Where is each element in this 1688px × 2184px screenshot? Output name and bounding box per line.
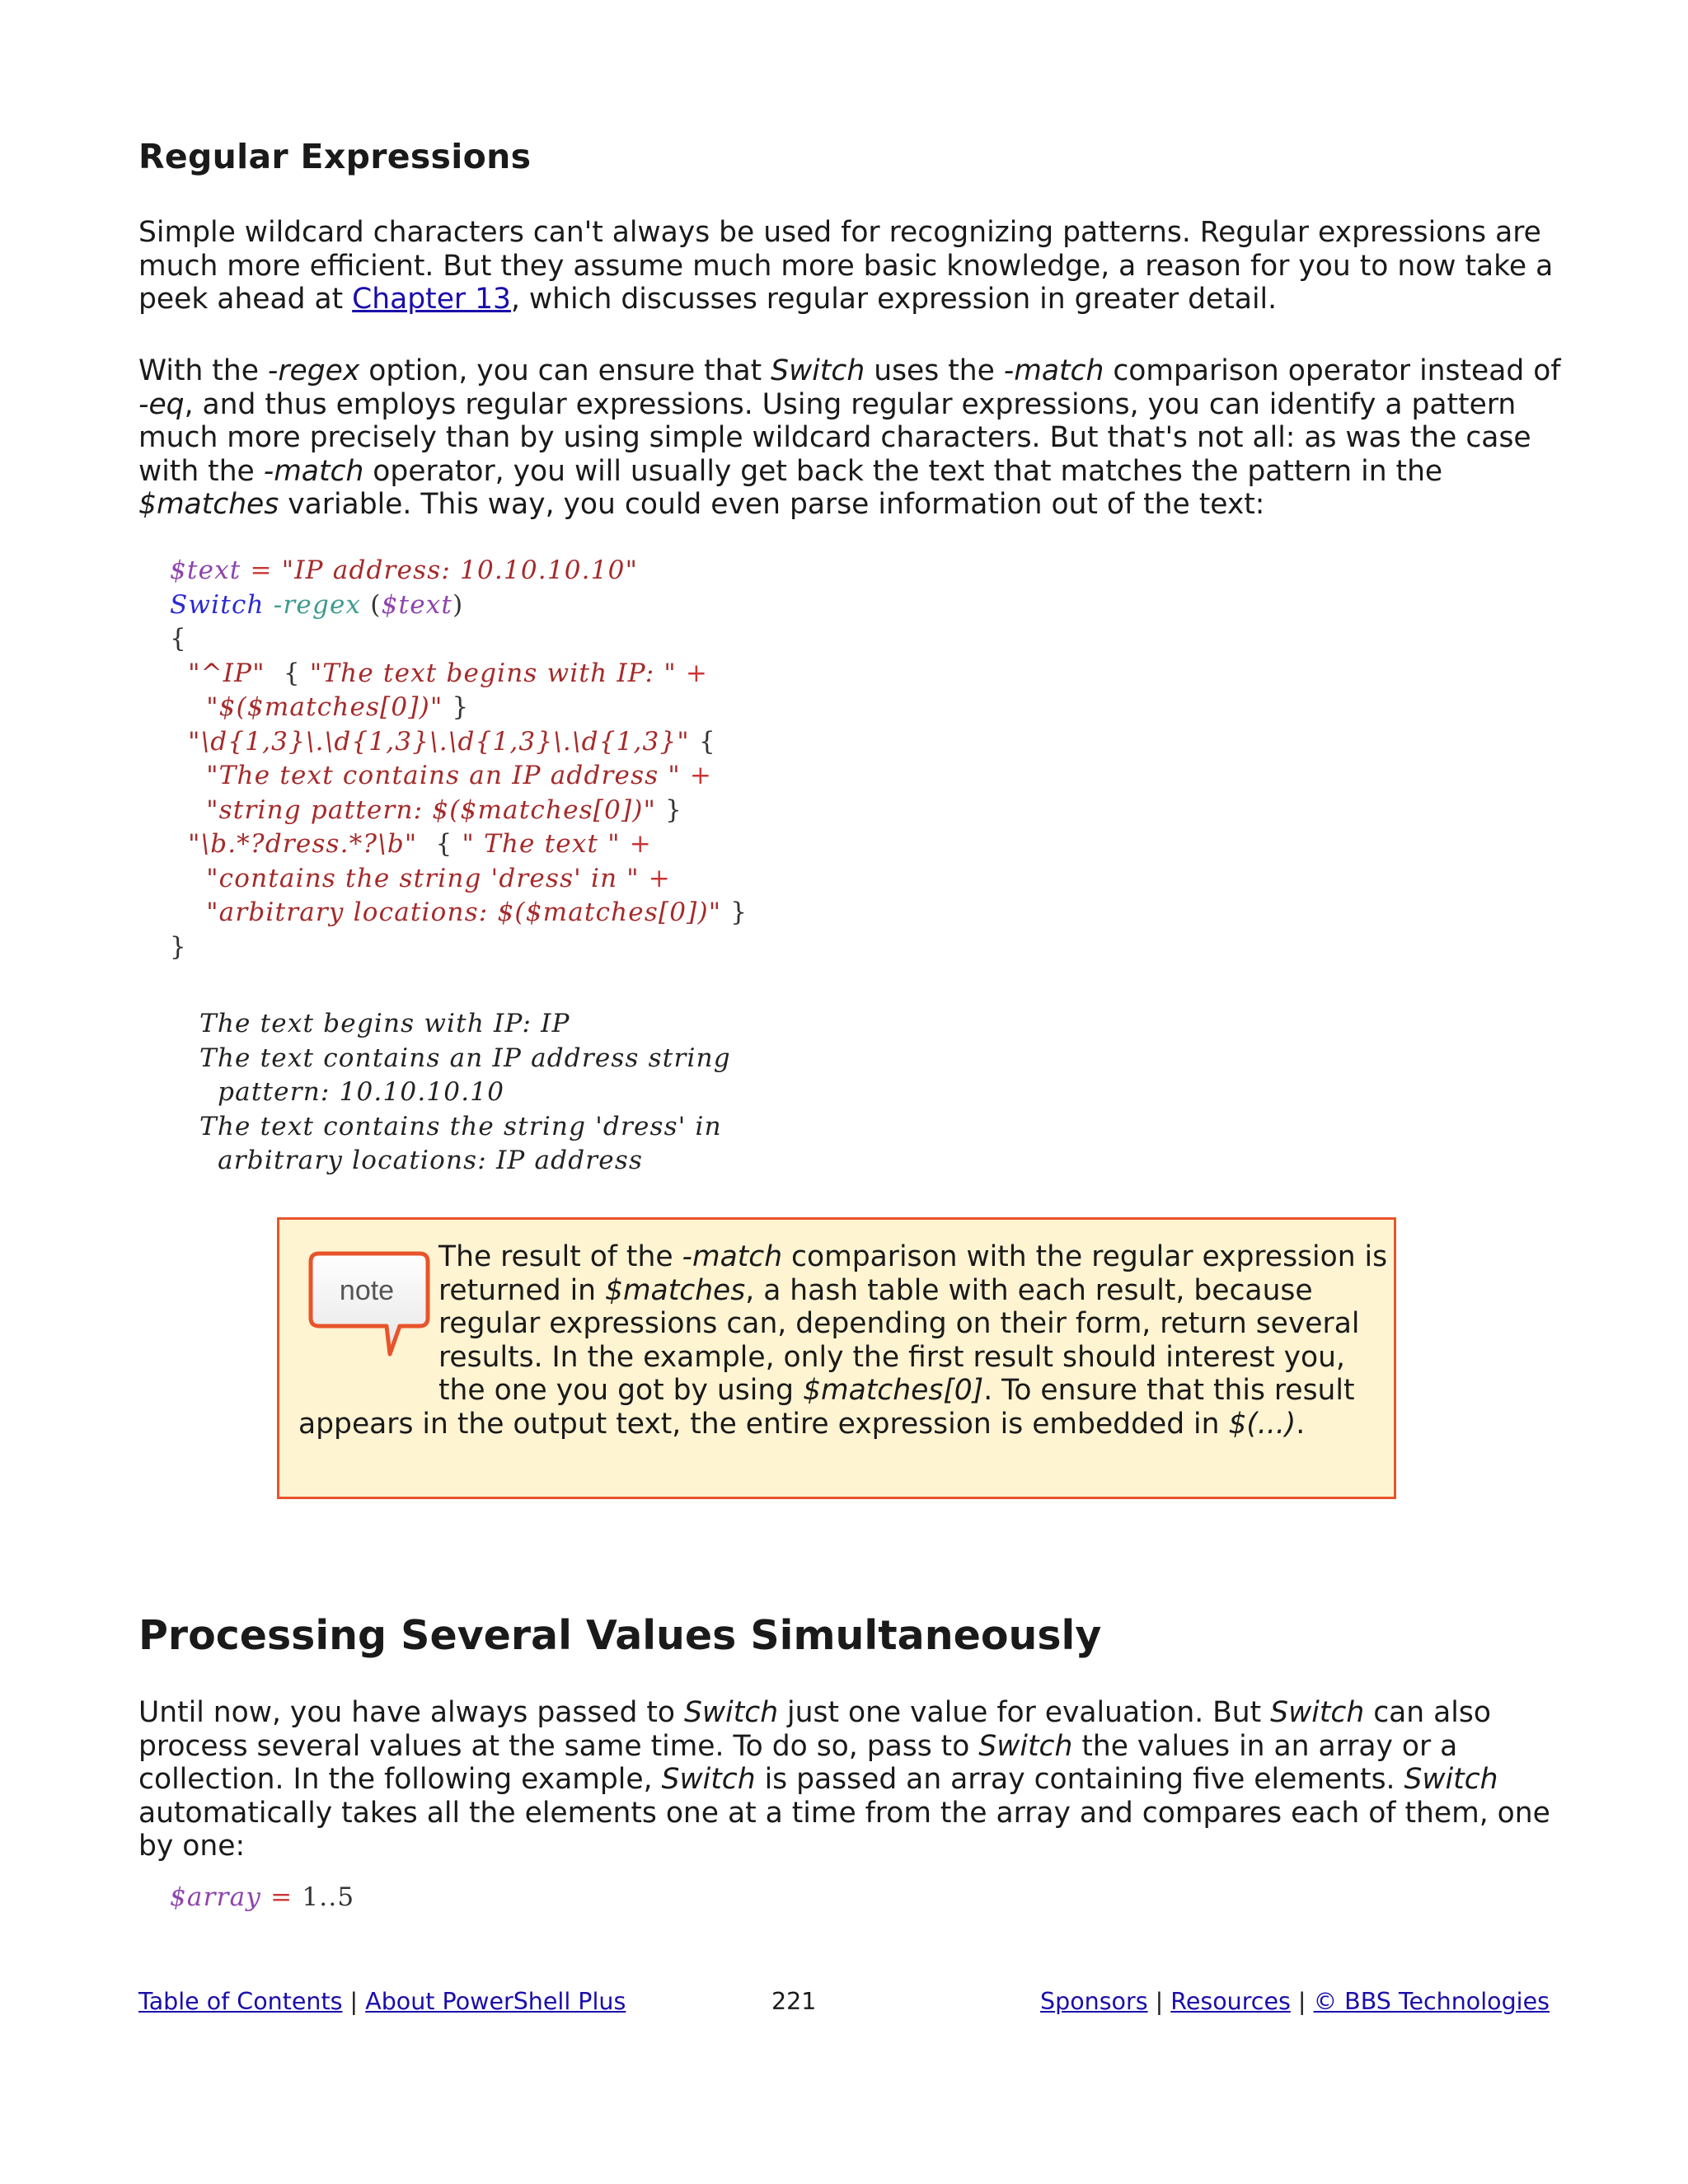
text-line xyxy=(138,1730,1550,1764)
code-line xyxy=(170,725,748,760)
text-span: Switch xyxy=(1270,1696,1365,1729)
code-token: "IP address: 10.10.10.10" xyxy=(281,555,639,585)
text-span: -match xyxy=(682,1240,783,1273)
text-span: -match xyxy=(263,454,364,488)
footer-separator: | xyxy=(342,1988,366,2015)
text-span: , and thus employs regular expressions. Using regular expressions, you can identify a pattern xyxy=(184,387,1517,421)
text-span: just one value for evaluation. But xyxy=(778,1696,1271,1729)
code-token: "string pattern: $($matches[0])" xyxy=(170,794,657,825)
code-line xyxy=(170,794,748,828)
code-token: "\b.*?dress.*?\b" xyxy=(170,829,418,859)
table-of-contents-link[interactable]: Table of Contents xyxy=(138,1988,343,2015)
text-span: option, you can ensure that xyxy=(359,354,771,387)
code-token: ( xyxy=(361,589,382,620)
code-token: Switch xyxy=(170,589,265,620)
text-span: can also xyxy=(1364,1696,1491,1729)
code-token: ) xyxy=(452,589,464,620)
text-line xyxy=(138,1763,1550,1797)
text-span: , which discusses regular expression in greater detail. xyxy=(510,283,1278,316)
code-token: "$($matches[0])" xyxy=(170,692,443,722)
text-span: returned in xyxy=(438,1273,605,1307)
text-line xyxy=(138,488,1561,522)
text-line xyxy=(138,1696,1550,1730)
paragraph-several-values xyxy=(138,1696,1550,1863)
text-span: uses the xyxy=(865,354,1004,387)
text-line xyxy=(138,354,1561,388)
output-line: The text contains the string 'dress' in xyxy=(199,1111,722,1141)
text-span: the values in an array or a xyxy=(1072,1729,1458,1763)
text-span: variable. This way, you could even parse information out of the text: xyxy=(279,488,1265,521)
code-token: } xyxy=(170,931,187,962)
code-token: { xyxy=(170,624,187,654)
text-span: . xyxy=(1296,1407,1306,1441)
text-span: appears in the output text, the entire expression is embedded in xyxy=(298,1407,1229,1441)
code-token: " The text " xyxy=(462,829,621,859)
bbs-technologies-link[interactable]: © BBS Technologies xyxy=(1313,1988,1550,2015)
code-block-regex-switch xyxy=(170,554,748,964)
text-span: comparison operator instead of xyxy=(1104,354,1561,387)
code-line xyxy=(170,827,748,862)
sponsors-link[interactable]: Sponsors xyxy=(1040,1988,1148,2015)
about-powershell-plus-link[interactable]: About PowerShell Plus xyxy=(365,1988,626,2015)
paragraph-regex-option xyxy=(138,354,1561,522)
code-token: } xyxy=(721,898,748,927)
code-token: + xyxy=(620,829,652,859)
text-span: $matches[0] xyxy=(803,1374,984,1407)
footer-right-links xyxy=(1040,1988,1550,2015)
text-line xyxy=(138,388,1561,422)
code-token: $array xyxy=(170,1882,262,1912)
code-line xyxy=(170,622,748,657)
text-span: $(...) xyxy=(1228,1407,1296,1441)
text-span: $matches xyxy=(605,1273,746,1307)
text-span: The result of the xyxy=(438,1240,682,1273)
code-token: } xyxy=(656,794,683,825)
chapter-13-link[interactable]: Chapter 13 xyxy=(352,283,511,316)
text-span: $matches xyxy=(138,488,279,521)
footer-left-links xyxy=(138,1988,626,2015)
code-block-array xyxy=(170,1881,354,1915)
text-span: Switch xyxy=(771,354,865,387)
code-token: = xyxy=(241,555,282,585)
output-line: arbitrary locations: IP address xyxy=(199,1146,644,1175)
code-token: + xyxy=(680,761,713,790)
text-line: much more precisely than by using simple wildcard characters. But that's not all: as was the case xyxy=(138,421,1531,454)
text-span: Until now, you have always passed to xyxy=(138,1696,685,1729)
code-line xyxy=(170,588,748,623)
paragraph-regex-intro xyxy=(138,216,1553,316)
code-token: -regex xyxy=(264,589,362,620)
text-span: -regex xyxy=(267,354,360,387)
text-span: the one you got by using xyxy=(438,1374,804,1407)
output-line: pattern: 10.10.10.10 xyxy=(199,1077,505,1107)
text-span: . To ensure that this result xyxy=(983,1374,1355,1407)
text-span: Switch xyxy=(661,1763,756,1796)
code-token: = xyxy=(261,1882,302,1912)
code-token: + xyxy=(676,658,709,688)
output-line: The text contains an IP address string xyxy=(199,1043,731,1073)
code-line xyxy=(170,691,748,725)
section-heading-regular-expressions: Regular Expressions xyxy=(138,137,532,176)
code-token: { xyxy=(265,658,310,688)
code-token: "arbitrary locations: $($matches[0])" xyxy=(170,898,722,927)
code-token: } xyxy=(443,692,470,722)
code-line xyxy=(170,657,748,691)
text-line xyxy=(298,1374,1370,1408)
text-line xyxy=(298,1240,1388,1274)
code-line xyxy=(170,896,748,930)
text-line: automatically takes all the elements one at a time from the array and compares each of them, one xyxy=(138,1796,1550,1830)
text-line xyxy=(298,1408,1370,1441)
code-token: "^IP" xyxy=(170,658,265,688)
text-span: Switch xyxy=(978,1729,1073,1763)
code-token: { xyxy=(689,726,716,757)
code-line xyxy=(170,759,748,794)
code-line xyxy=(170,930,748,965)
code-token: "The text contains an IP address " xyxy=(170,761,681,790)
code-token: "The text begins with IP: " xyxy=(309,658,677,688)
text-span: -eq xyxy=(138,387,185,421)
code-token: $text xyxy=(170,555,241,585)
output-line: The text begins with IP: IP xyxy=(199,1009,570,1038)
text-span: collection. In the following example, xyxy=(138,1763,662,1796)
code-token: + xyxy=(639,863,671,893)
code-line xyxy=(170,554,748,588)
text-line: results. In the example, only the first result should interest you, xyxy=(438,1340,1345,1374)
text-line: much more efficient. But they assume much more basic knowledge, a reason for you to now take a xyxy=(138,249,1554,283)
page-number: 221 xyxy=(771,1988,817,2015)
code-token: "contains the string 'dress' in " xyxy=(170,863,640,893)
text-span: comparison with the regular expression is xyxy=(782,1240,1388,1273)
text-span: operator, you will usually get back the text that matches the pattern in the xyxy=(363,454,1443,488)
text-line xyxy=(138,455,1561,489)
text-span: is passed an array containing five elements. xyxy=(755,1763,1404,1796)
note-text xyxy=(298,1240,1388,1441)
text-span: -match xyxy=(1003,354,1104,387)
code-output-block xyxy=(199,1007,731,1179)
text-line: Simple wildcard characters can't always be used for recognizing patterns. Regular expressions are xyxy=(138,216,1541,249)
footer-separator: | xyxy=(1290,1988,1314,2015)
code-line xyxy=(170,1881,354,1915)
section-heading-processing-several-values: Processing Several Values Simultaneously xyxy=(138,1612,1102,1659)
text-line xyxy=(298,1274,1370,1308)
code-token: $text xyxy=(381,589,453,620)
text-span: Switch xyxy=(684,1696,779,1729)
text-span: With the xyxy=(138,354,268,387)
text-span: with the xyxy=(138,454,264,488)
text-line: regular expressions can, depending on their form, return several xyxy=(438,1307,1360,1340)
text-span: peek ahead at xyxy=(138,283,353,316)
code-token: { xyxy=(417,829,462,859)
text-span: Switch xyxy=(1404,1763,1498,1796)
code-line xyxy=(170,862,748,897)
text-span: , a hash table with each result, because xyxy=(745,1273,1313,1307)
note-icon-label: note xyxy=(339,1275,395,1306)
resources-link[interactable]: Resources xyxy=(1170,1988,1291,2015)
text-line: by one: xyxy=(138,1830,246,1863)
footer-separator: | xyxy=(1147,1988,1171,2015)
code-token: 1..5 xyxy=(302,1882,355,1912)
text-line xyxy=(138,283,1553,316)
code-token: "\d{1,3}\.\d{1,3}\.\d{1,3}\.\d{1,3}" xyxy=(170,726,690,757)
text-span: process several values at the same time. To do so, pass to xyxy=(138,1729,979,1763)
